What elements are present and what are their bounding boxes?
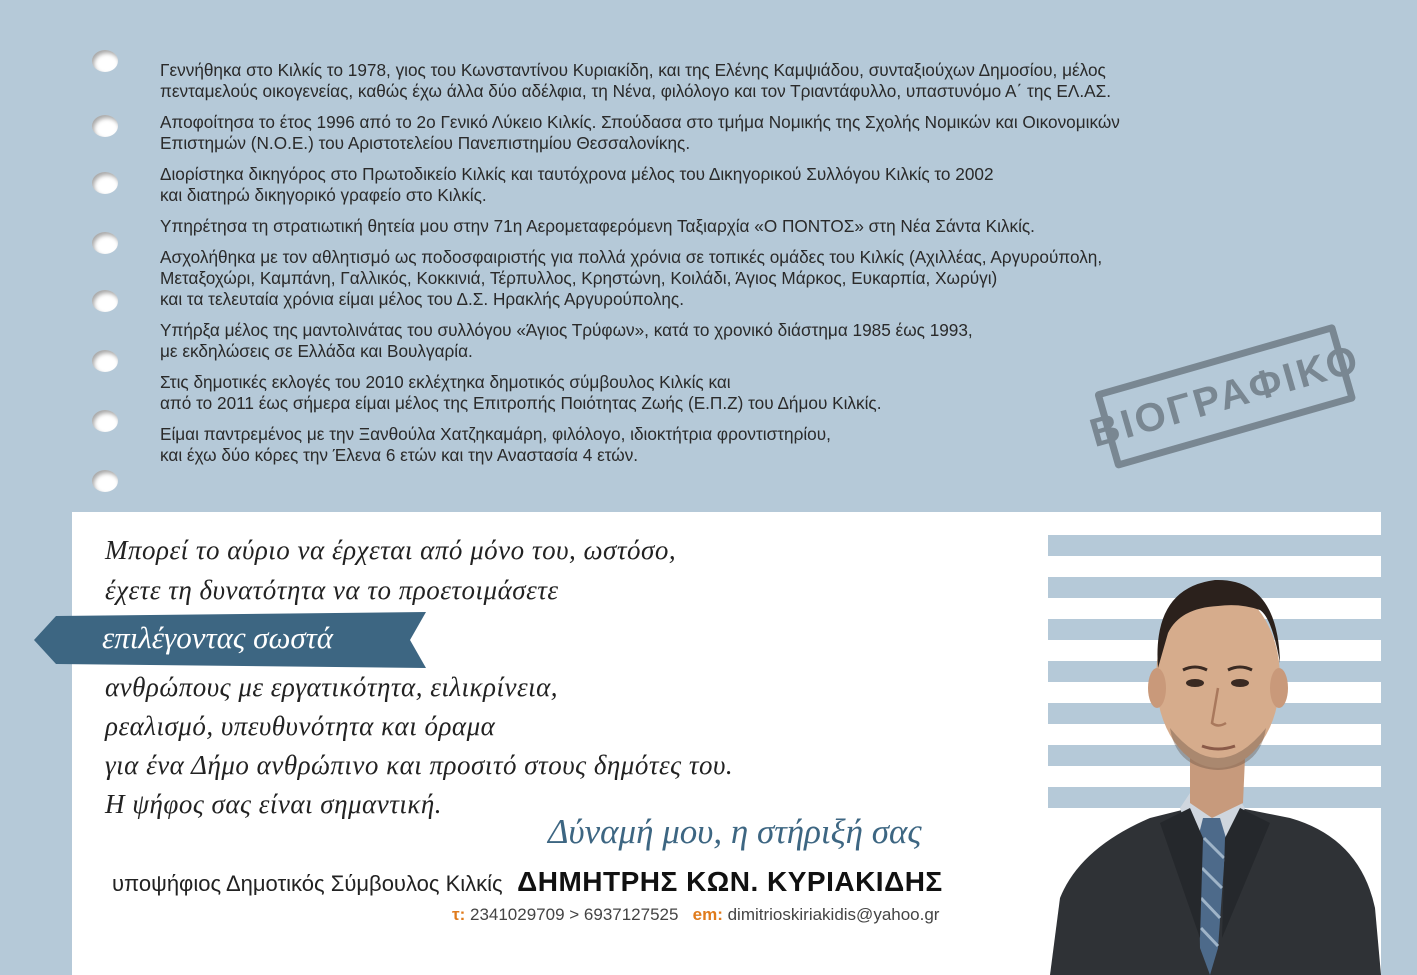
contact-info — [452, 905, 939, 925]
binder-hole-icon — [92, 410, 118, 432]
quote-line: Μπορεί το αύριο να έρχεται από μόνο του, ωστόσο, — [105, 535, 677, 565]
bio-item: Είμαι παντρεμένος με την Ξανθούλα Χατζηκαμάρη, φιλόλογο, ιδιοκτήτρια φροντιστηρίου, και έχω δύο κόρες την Έλενα 6 ετών και την Αναστασία 4 ετών. — [160, 424, 831, 465]
candidate-row — [112, 866, 943, 898]
quote-line: για ένα Δήμο ανθρώπινο και προσιτό στους δημότες του. — [105, 750, 734, 780]
email-label: em: — [692, 905, 723, 924]
ribbon-text: επιλέγοντας σωστά — [102, 620, 334, 655]
binder-hole-icon — [92, 470, 118, 492]
bio-item: Υπήρξα μέλος της μαντολινάτας του συλλόγου «Άγιος Τρύφων», κατά το χρονικό διάστημα 1985 έως 1993, με εκδηλώσεις σε Ελλάδα και Βουλγαρία. — [160, 320, 973, 361]
binder-hole-icon — [92, 290, 118, 312]
bio-item: Ασχολήθηκα με τον αθλητισμό ως ποδοσφαιριστής για πολλά χρόνια σε τοπικές ομάδες του Κιλκίς (Αχιλλέας, Αργυρούπολη, Μεταξοχώρι, Καμπάνη, Γαλλικός, Κοκκινιά, Τέρπυλλος, Κρηστώνη, Κοιλάδι, Άγιος Μάρκος, Ευκαρπία, Χωρύγι) και τα τελευταία χρόνια είμαι μέλος του Δ.Σ. Ηρακλής Αργυρούπολης. — [160, 247, 1103, 309]
candidate-name: ΔΗΜΗΤΡΗΣ ΚΩΝ. ΚΥΡΙΑΚΙΔΗΣ — [517, 866, 943, 897]
binder-hole-icon — [92, 115, 118, 137]
bottom-left-strip — [0, 522, 72, 975]
bio-item: Διορίστηκα δικηγόρος στο Πρωτοδικείο Κιλκίς και ταυτόχρονα μέλος του Δικηγορικού Συλλόγου Κιλκίς το 2002 και διατηρώ δικηγορικό γραφείο στο Κιλκίς. — [160, 164, 994, 205]
binder-hole-icon — [92, 50, 118, 72]
candidate-photo — [1040, 518, 1381, 975]
binder-hole-icon — [92, 172, 118, 194]
phone-label: τ: — [452, 905, 466, 924]
bio-item: Υπηρέτησα τη στρατιωτική θητεία μου στην 71η Αερομεταφερόμενη Ταξιαρχία «Ο ΠΟΝΤΟΣ» στη Νέα Σάντα Κιλκίς. — [160, 216, 1035, 236]
candidate-role: υποψήφιος Δημοτικός Σύμβουλος Κιλκίς — [112, 871, 503, 896]
quote-line: Η ψήφος σας είναι σημαντική. — [105, 789, 442, 819]
quote-line: ανθρώπους με εργατικότητα, ειλικρίνεια, — [105, 672, 559, 702]
quote-line: ρεαλισμό, υπευθυνότητα και όραμα — [105, 711, 496, 741]
binder-hole-icon — [92, 232, 118, 254]
email-address[interactable]: dimitrioskiriakidis@yahoo.gr — [727, 905, 940, 924]
slogan: Δύναμή μου, η στήριξή σας — [548, 812, 922, 851]
phone-numbers: 2341029709 > 6937127525 — [469, 905, 679, 924]
bio-item: Γεννήθηκα στο Κιλκίς το 1978, γιος του Κωνσταντίνου Κυριακίδη, και της Ελένης Καμψιάδου, συνταξιούχων Δημοσίου, μέλος πενταμελούς οικογενείας, καθώς έχω άλλα δύο αδέλφια, τη Νένα, φιλόλογο και τον Τριαντάφυλλο, υπαστυνόμο Α΄ της ΕΛ.ΑΣ. — [160, 60, 1112, 101]
binder-hole-icon — [92, 350, 118, 372]
bio-item: Στις δημοτικές εκλογές του 2010 εκλέχτηκα δημοτικός σύμβουλος Κιλκίς και από το 2011 έως σήμερα είμαι μέλος της Επιτροπής Ποιότητας Ζωής (Ε.Π.Ζ) του Δήμου Κιλκίς. — [160, 372, 882, 413]
bio-item: Αποφοίτησα το έτος 1996 από το 2ο Γενικό Λύκειο Κιλκίς. Σπούδασα στο τμήμα Νομικής της Σχολής Νομικών και Οικονομικών Επιστημών (Ν.Ο.Ε.) του Αριστοτελείου Πανεπιστημίου Θεσσαλονίκης. — [160, 112, 1120, 153]
quote-line: έχετε τη δυνατότητα να το προετοιμάσετε — [105, 575, 559, 605]
right-blue-strip — [1381, 0, 1417, 975]
stamp-text: ΒΙΟΓΡΑΦΙΚΟ — [1094, 323, 1356, 469]
